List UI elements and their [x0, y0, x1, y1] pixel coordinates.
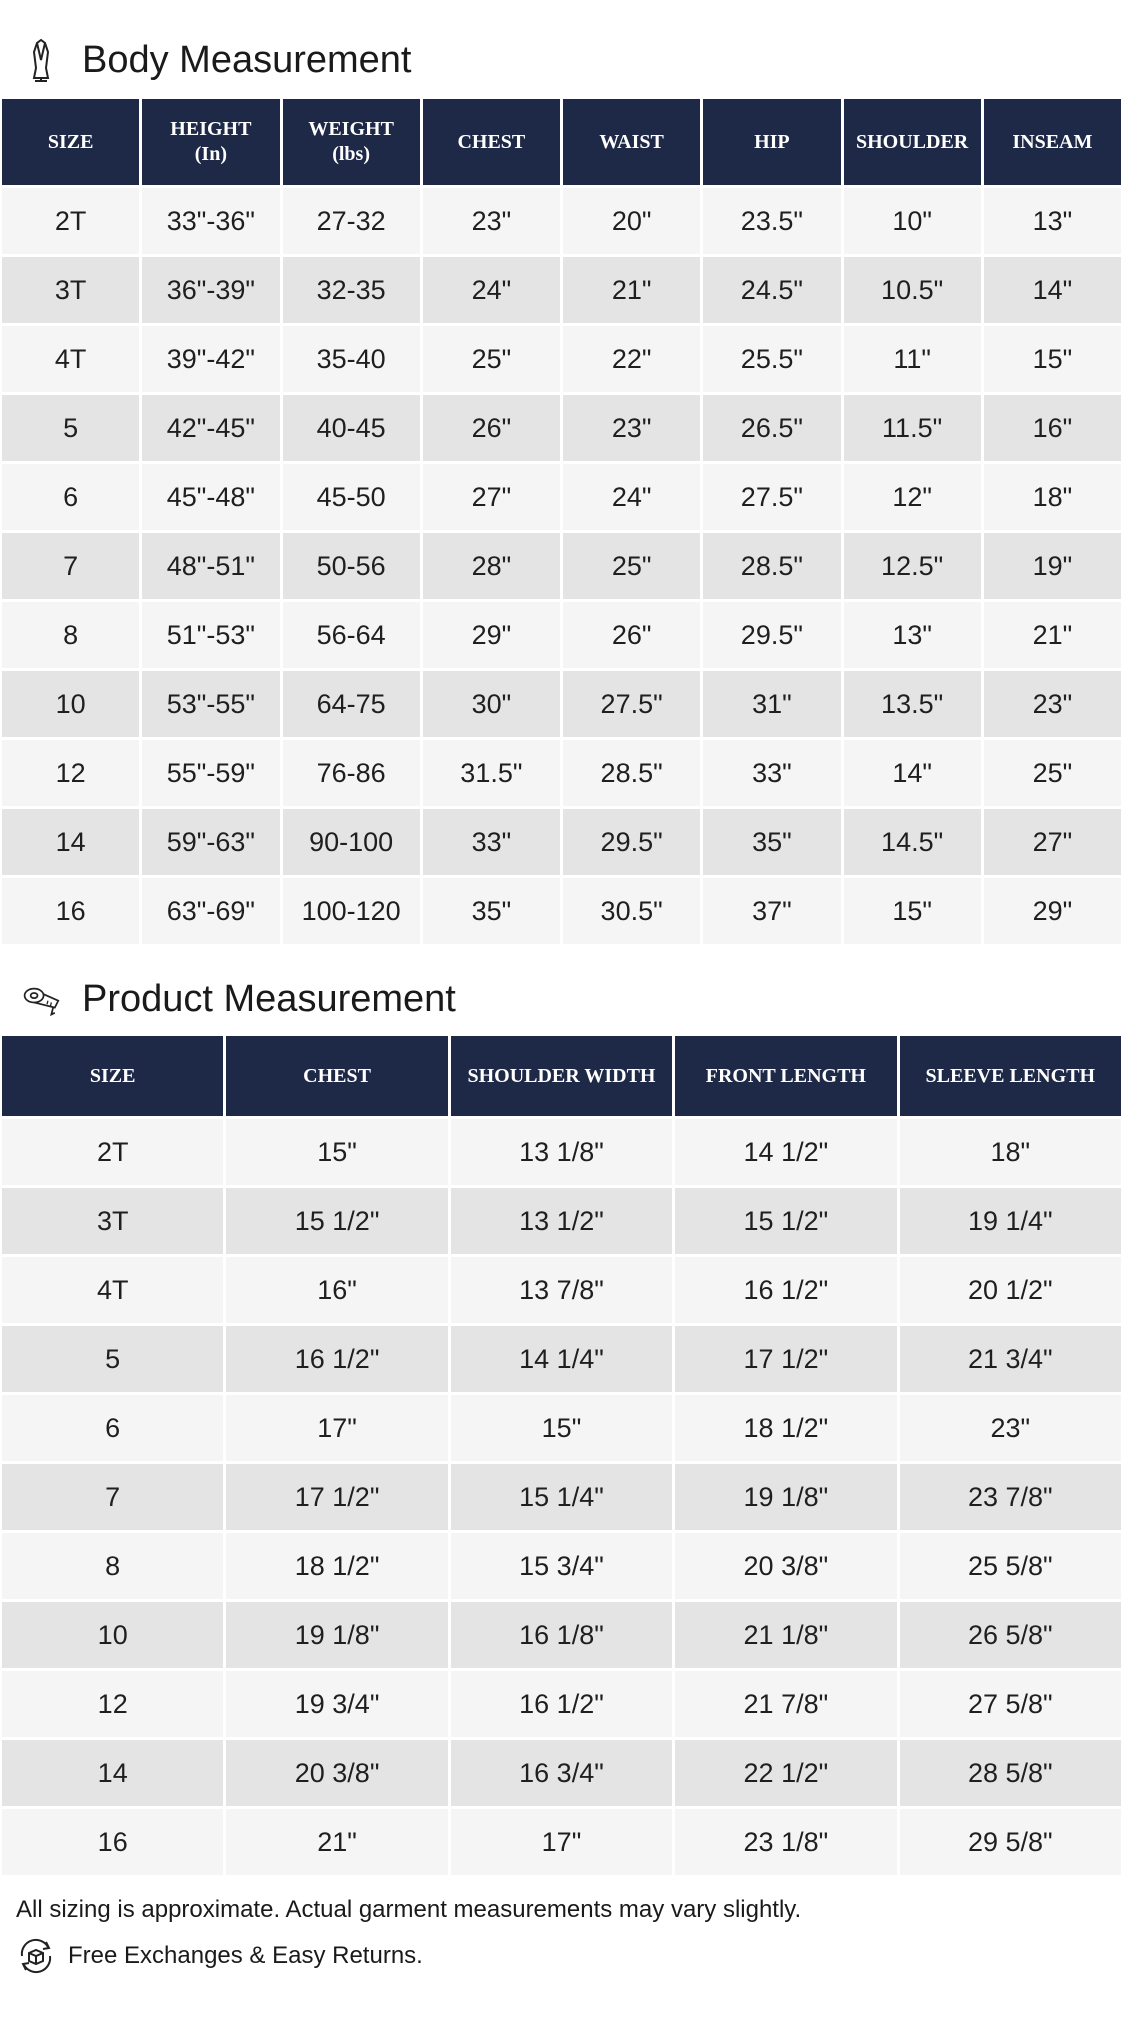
measurement-cell: 35"	[703, 809, 840, 875]
measurement-cell: 16"	[984, 395, 1121, 461]
measurement-cell: 15 3/4"	[451, 1533, 672, 1599]
measurement-cell: 45"-48"	[142, 464, 279, 530]
measurement-cell: 19 3/4"	[226, 1671, 447, 1737]
measurement-cell: 16 1/8"	[451, 1602, 672, 1668]
table-row	[2, 188, 1121, 254]
measurement-cell: 51"-53"	[142, 602, 279, 668]
size-cell: 5	[2, 395, 139, 461]
measurement-cell: 14"	[984, 257, 1121, 323]
measurement-cell: 13 1/2"	[451, 1188, 672, 1254]
column-header: HIP	[703, 99, 840, 185]
measurement-cell: 15"	[451, 1395, 672, 1461]
measurement-cell: 23"	[563, 395, 700, 461]
table-row	[2, 257, 1121, 323]
size-cell: 12	[2, 740, 139, 806]
table-row	[2, 1464, 1121, 1530]
measurement-cell: 64-75	[283, 671, 420, 737]
size-cell: 10	[2, 1602, 223, 1668]
measurement-cell: 10"	[844, 188, 981, 254]
measurement-cell: 11.5"	[844, 395, 981, 461]
measurement-cell: 31"	[703, 671, 840, 737]
measurement-cell: 28.5"	[703, 533, 840, 599]
exchange-box-icon	[16, 1938, 56, 1974]
measurement-cell: 14.5"	[844, 809, 981, 875]
measurement-cell: 18"	[984, 464, 1121, 530]
measurement-cell: 33"-36"	[142, 188, 279, 254]
measurement-cell: 36"-39"	[142, 257, 279, 323]
table-row	[2, 1188, 1121, 1254]
table-row	[2, 326, 1121, 392]
measurement-cell: 27"	[423, 464, 560, 530]
size-cell: 3T	[2, 1188, 223, 1254]
size-cell: 3T	[2, 257, 139, 323]
measurement-cell: 40-45	[283, 395, 420, 461]
measurement-cell: 56-64	[283, 602, 420, 668]
measurement-cell: 26 5/8"	[900, 1602, 1121, 1668]
body-measurement-heading	[0, 30, 1125, 90]
table-row	[2, 740, 1121, 806]
measurement-cell: 15"	[984, 326, 1121, 392]
size-cell: 12	[2, 1671, 223, 1737]
measurement-cell: 28.5"	[563, 740, 700, 806]
size-cell: 8	[2, 602, 139, 668]
measurement-cell: 27 5/8"	[900, 1671, 1121, 1737]
measurement-cell: 22"	[563, 326, 700, 392]
returns-text: Free Exchanges & Easy Returns.	[68, 1942, 423, 1969]
measurement-cell: 55"-59"	[142, 740, 279, 806]
measurement-cell: 14 1/4"	[451, 1326, 672, 1392]
measurement-cell: 13 1/8"	[451, 1119, 672, 1185]
measurement-cell: 25"	[984, 740, 1121, 806]
measurement-cell: 19"	[984, 533, 1121, 599]
measurement-cell: 14 1/2"	[675, 1119, 896, 1185]
measurement-cell: 23"	[984, 671, 1121, 737]
measurement-cell: 31.5"	[423, 740, 560, 806]
table-row	[2, 533, 1121, 599]
measurement-cell: 53"-55"	[142, 671, 279, 737]
table-row	[2, 464, 1121, 530]
column-header: SHOULDER	[844, 99, 981, 185]
table-row	[2, 1119, 1121, 1185]
measurement-cell: 50-56	[283, 533, 420, 599]
measurement-cell: 26"	[563, 602, 700, 668]
measurement-cell: 39"-42"	[142, 326, 279, 392]
measurement-cell: 23"	[900, 1395, 1121, 1461]
measurement-cell: 42"-45"	[142, 395, 279, 461]
measurement-cell: 29 5/8"	[900, 1809, 1121, 1875]
measurement-cell: 30"	[423, 671, 560, 737]
product-section-title: Product Measurement	[82, 977, 456, 1020]
measurement-cell: 19 1/8"	[226, 1602, 447, 1668]
measurement-cell: 20 3/8"	[675, 1533, 896, 1599]
measurement-cell: 11"	[844, 326, 981, 392]
measurement-cell: 29.5"	[703, 602, 840, 668]
measurement-cell: 16 1/2"	[226, 1326, 447, 1392]
measurement-cell: 17"	[451, 1809, 672, 1875]
measurement-cell: 25"	[563, 533, 700, 599]
column-header: SLEEVE LENGTH	[900, 1036, 1121, 1116]
measurement-cell: 10.5"	[844, 257, 981, 323]
measurement-cell: 21 3/4"	[900, 1326, 1121, 1392]
measurement-cell: 15 1/2"	[675, 1188, 896, 1254]
measurement-cell: 15 1/4"	[451, 1464, 672, 1530]
measurement-cell: 21"	[563, 257, 700, 323]
measurement-cell: 15"	[226, 1119, 447, 1185]
size-cell: 7	[2, 533, 139, 599]
measurement-cell: 22 1/2"	[675, 1740, 896, 1806]
measurement-cell: 35"	[423, 878, 560, 944]
size-cell: 14	[2, 1740, 223, 1806]
measurement-cell: 20"	[563, 188, 700, 254]
measurement-cell: 19 1/8"	[675, 1464, 896, 1530]
product-measurement-heading	[0, 969, 1125, 1029]
measurement-cell: 76-86	[283, 740, 420, 806]
tape-measure-icon	[22, 976, 60, 1022]
column-header: FRONT LENGTH	[675, 1036, 896, 1116]
mannequin-icon	[22, 37, 60, 83]
table-row	[2, 1326, 1121, 1392]
measurement-cell: 25.5"	[703, 326, 840, 392]
measurement-cell: 12"	[844, 464, 981, 530]
column-header: INSEAM	[984, 99, 1121, 185]
measurement-cell: 15 1/2"	[226, 1188, 447, 1254]
column-header: SHOULDER WIDTH	[451, 1036, 672, 1116]
measurement-cell: 15"	[844, 878, 981, 944]
size-cell: 10	[2, 671, 139, 737]
size-cell: 7	[2, 1464, 223, 1530]
measurement-cell: 29.5"	[563, 809, 700, 875]
measurement-cell: 33"	[423, 809, 560, 875]
table-row	[2, 1809, 1121, 1875]
product-measurement-table	[0, 1033, 1124, 1878]
column-header: HEIGHT (In)	[142, 99, 279, 185]
table-row	[2, 878, 1121, 944]
measurement-cell: 26"	[423, 395, 560, 461]
measurement-cell: 23 7/8"	[900, 1464, 1121, 1530]
measurement-cell: 25 5/8"	[900, 1533, 1121, 1599]
measurement-cell: 27"	[984, 809, 1121, 875]
table-row	[2, 1533, 1121, 1599]
measurement-cell: 26.5"	[703, 395, 840, 461]
measurement-cell: 24.5"	[703, 257, 840, 323]
body-section-title: Body Measurement	[82, 38, 412, 81]
measurement-cell: 17 1/2"	[226, 1464, 447, 1530]
measurement-cell: 17"	[226, 1395, 447, 1461]
measurement-cell: 12.5"	[844, 533, 981, 599]
measurement-cell: 14"	[844, 740, 981, 806]
size-cell: 8	[2, 1533, 223, 1599]
size-cell: 2T	[2, 1119, 223, 1185]
column-header: SIZE	[2, 1036, 223, 1116]
measurement-cell: 45-50	[283, 464, 420, 530]
measurement-cell: 27.5"	[563, 671, 700, 737]
measurement-cell: 17 1/2"	[675, 1326, 896, 1392]
size-cell: 4T	[2, 326, 139, 392]
body-measurement-table	[0, 96, 1124, 947]
table-row	[2, 1257, 1121, 1323]
measurement-cell: 13 7/8"	[451, 1257, 672, 1323]
measurement-cell: 32-35	[283, 257, 420, 323]
column-header: WEIGHT (lbs)	[283, 99, 420, 185]
measurement-cell: 13"	[984, 188, 1121, 254]
measurement-cell: 20 3/8"	[226, 1740, 447, 1806]
measurement-cell: 19 1/4"	[900, 1188, 1121, 1254]
measurement-cell: 63"-69"	[142, 878, 279, 944]
measurement-cell: 35-40	[283, 326, 420, 392]
size-cell: 16	[2, 1809, 223, 1875]
table-row	[2, 671, 1121, 737]
size-cell: 2T	[2, 188, 139, 254]
table-header-row	[2, 99, 1121, 185]
size-cell: 4T	[2, 1257, 223, 1323]
table-row	[2, 1602, 1121, 1668]
measurement-cell: 30.5"	[563, 878, 700, 944]
size-cell: 5	[2, 1326, 223, 1392]
measurement-cell: 33"	[703, 740, 840, 806]
column-header: SIZE	[2, 99, 139, 185]
sizing-note: All sizing is approximate. Actual garment measurements may vary slightly.	[16, 1896, 802, 1923]
measurement-cell: 90-100	[283, 809, 420, 875]
column-header: CHEST	[226, 1036, 447, 1116]
measurement-cell: 25"	[423, 326, 560, 392]
table-row	[2, 809, 1121, 875]
measurement-cell: 27-32	[283, 188, 420, 254]
measurement-cell: 24"	[563, 464, 700, 530]
measurement-cell: 24"	[423, 257, 560, 323]
measurement-cell: 100-120	[283, 878, 420, 944]
measurement-cell: 16"	[226, 1257, 447, 1323]
column-header: WAIST	[563, 99, 700, 185]
measurement-cell: 27.5"	[703, 464, 840, 530]
measurement-cell: 21 7/8"	[675, 1671, 896, 1737]
measurement-cell: 20 1/2"	[900, 1257, 1121, 1323]
measurement-cell: 28"	[423, 533, 560, 599]
measurement-cell: 28 5/8"	[900, 1740, 1121, 1806]
measurement-cell: 13"	[844, 602, 981, 668]
measurement-cell: 29"	[984, 878, 1121, 944]
measurement-cell: 29"	[423, 602, 560, 668]
measurement-cell: 23 1/8"	[675, 1809, 896, 1875]
measurement-cell: 21 1/8"	[675, 1602, 896, 1668]
table-row	[2, 602, 1121, 668]
size-cell: 6	[2, 464, 139, 530]
measurement-cell: 21"	[226, 1809, 447, 1875]
measurement-cell: 37"	[703, 878, 840, 944]
measurement-cell: 18 1/2"	[226, 1533, 447, 1599]
measurement-cell: 16 1/2"	[451, 1671, 672, 1737]
measurement-cell: 18 1/2"	[675, 1395, 896, 1461]
size-cell: 6	[2, 1395, 223, 1461]
returns-info	[16, 1938, 1125, 1974]
table-row	[2, 1671, 1121, 1737]
measurement-cell: 23.5"	[703, 188, 840, 254]
table-row	[2, 395, 1121, 461]
measurement-cell: 18"	[900, 1119, 1121, 1185]
measurement-cell: 13.5"	[844, 671, 981, 737]
footer	[0, 1896, 1125, 1974]
size-cell: 14	[2, 809, 139, 875]
measurement-cell: 48"-51"	[142, 533, 279, 599]
table-header-row	[2, 1036, 1121, 1116]
measurement-cell: 59"-63"	[142, 809, 279, 875]
table-row	[2, 1395, 1121, 1461]
measurement-cell: 16 3/4"	[451, 1740, 672, 1806]
measurement-cell: 23"	[423, 188, 560, 254]
column-header: CHEST	[423, 99, 560, 185]
table-row	[2, 1740, 1121, 1806]
measurement-cell: 16 1/2"	[675, 1257, 896, 1323]
size-cell: 16	[2, 878, 139, 944]
measurement-cell: 21"	[984, 602, 1121, 668]
